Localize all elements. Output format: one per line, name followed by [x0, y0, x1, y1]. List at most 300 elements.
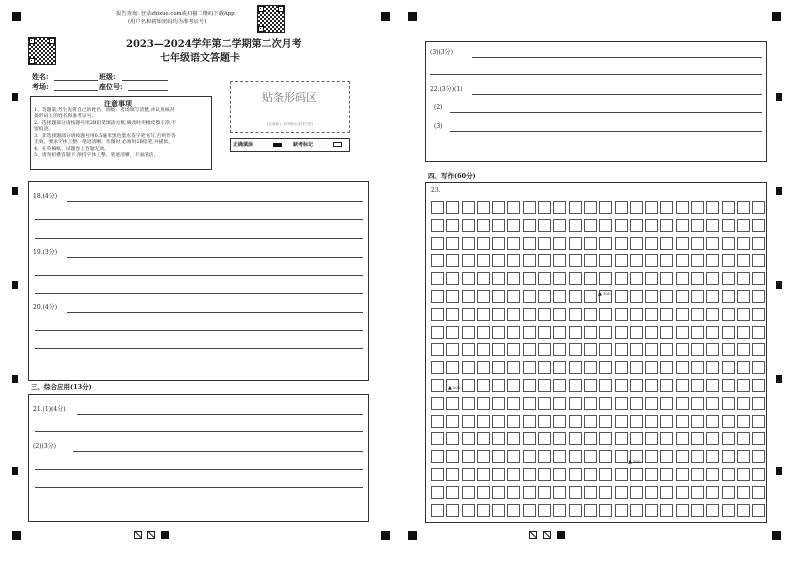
grid-cell[interactable] [660, 326, 673, 339]
grid-cell[interactable] [507, 343, 520, 356]
grid-cell[interactable] [584, 379, 597, 392]
grid-cell[interactable] [737, 504, 750, 517]
grid-cell[interactable] [660, 254, 673, 267]
grid-cell[interactable] [492, 361, 505, 374]
grid-cell[interactable] [507, 326, 520, 339]
grid-cell[interactable] [630, 308, 643, 321]
grid-cell[interactable] [676, 415, 689, 428]
grid-cell[interactable] [523, 450, 536, 463]
grid-cell[interactable] [477, 254, 490, 267]
grid-cell[interactable] [599, 201, 612, 214]
grid-cell[interactable] [737, 237, 750, 250]
name-field[interactable] [54, 80, 98, 81]
grid-cell[interactable] [706, 219, 719, 232]
grid-cell[interactable] [676, 326, 689, 339]
grid-cell[interactable] [615, 219, 628, 232]
grid-cell[interactable] [446, 237, 459, 250]
grid-cell[interactable] [676, 237, 689, 250]
grid-cell[interactable] [645, 254, 658, 267]
grid-cell[interactable] [645, 308, 658, 321]
grid-cell[interactable] [645, 379, 658, 392]
grid-cell[interactable] [507, 504, 520, 517]
grid-cell[interactable] [553, 343, 566, 356]
grid-cell[interactable] [477, 432, 490, 445]
grid-cell[interactable] [645, 326, 658, 339]
grid-cell[interactable] [691, 343, 704, 356]
grid-cell[interactable] [752, 254, 765, 267]
seat-field[interactable] [128, 90, 168, 91]
grid-cell[interactable] [492, 486, 505, 499]
grid-cell[interactable] [722, 432, 735, 445]
grid-cell[interactable] [446, 415, 459, 428]
answer-line[interactable] [450, 131, 762, 132]
grid-cell[interactable] [477, 397, 490, 410]
grid-cell[interactable] [492, 468, 505, 481]
grid-cell[interactable] [507, 290, 520, 303]
grid-cell[interactable] [584, 272, 597, 285]
grid-cell[interactable] [523, 237, 536, 250]
grid-cell[interactable] [722, 290, 735, 303]
grid-cell[interactable] [737, 361, 750, 374]
grid-cell[interactable] [615, 486, 628, 499]
grid-cell[interactable] [553, 450, 566, 463]
grid-cell[interactable] [691, 468, 704, 481]
grid-cell[interactable] [431, 272, 444, 285]
grid-cell[interactable] [660, 237, 673, 250]
grid-cell[interactable] [553, 290, 566, 303]
grid-cell[interactable] [645, 486, 658, 499]
grid-cell[interactable] [615, 237, 628, 250]
grid-cell[interactable] [523, 343, 536, 356]
grid-cell[interactable] [569, 343, 582, 356]
grid-cell[interactable] [630, 379, 643, 392]
answer-line[interactable] [35, 293, 363, 294]
grid-cell[interactable] [446, 201, 459, 214]
grid-cell[interactable] [599, 397, 612, 410]
grid-cell[interactable] [538, 397, 551, 410]
grid-cell[interactable] [538, 468, 551, 481]
grid-cell[interactable] [615, 450, 628, 463]
grid-cell[interactable] [553, 379, 566, 392]
grid-cell[interactable] [523, 272, 536, 285]
grid-cell[interactable] [676, 379, 689, 392]
grid-cell[interactable] [446, 486, 459, 499]
grid-cell[interactable] [538, 326, 551, 339]
grid-cell[interactable] [752, 432, 765, 445]
grid-cell[interactable] [462, 379, 475, 392]
grid-cell[interactable] [691, 450, 704, 463]
grid-cell[interactable] [584, 450, 597, 463]
grid-cell[interactable] [722, 201, 735, 214]
grid-cell[interactable] [462, 415, 475, 428]
grid-cell[interactable] [523, 504, 536, 517]
grid-cell[interactable] [431, 290, 444, 303]
grid-cell[interactable] [630, 290, 643, 303]
grid-cell[interactable] [737, 219, 750, 232]
grid-cell[interactable] [630, 326, 643, 339]
grid-cell[interactable] [477, 272, 490, 285]
grid-cell[interactable] [737, 326, 750, 339]
answer-line[interactable] [35, 330, 363, 331]
grid-cell[interactable] [538, 219, 551, 232]
grid-cell[interactable] [462, 468, 475, 481]
grid-cell[interactable] [645, 450, 658, 463]
grid-cell[interactable] [477, 343, 490, 356]
grid-cell[interactable] [599, 361, 612, 374]
grid-cell[interactable] [569, 468, 582, 481]
grid-cell[interactable] [660, 379, 673, 392]
grid-cell[interactable] [492, 308, 505, 321]
grid-cell[interactable] [722, 468, 735, 481]
grid-cell[interactable] [492, 272, 505, 285]
grid-cell[interactable] [477, 237, 490, 250]
grid-cell[interactable] [584, 308, 597, 321]
grid-cell[interactable] [752, 486, 765, 499]
answer-line[interactable] [472, 57, 762, 58]
grid-cell[interactable] [462, 237, 475, 250]
grid-cell[interactable] [507, 450, 520, 463]
grid-cell[interactable] [462, 450, 475, 463]
grid-cell[interactable] [752, 326, 765, 339]
grid-cell[interactable] [752, 468, 765, 481]
grid-cell[interactable] [507, 219, 520, 232]
grid-cell[interactable] [599, 450, 612, 463]
grid-cell[interactable] [752, 219, 765, 232]
grid-cell[interactable] [599, 379, 612, 392]
grid-cell[interactable] [691, 326, 704, 339]
grid-cell[interactable] [676, 468, 689, 481]
answer-line[interactable] [67, 312, 363, 313]
grid-cell[interactable] [446, 468, 459, 481]
grid-cell[interactable] [584, 343, 597, 356]
grid-cell[interactable] [569, 254, 582, 267]
grid-cell[interactable] [523, 219, 536, 232]
grid-cell[interactable] [706, 432, 719, 445]
grid-cell[interactable] [523, 361, 536, 374]
grid-cell[interactable] [569, 432, 582, 445]
grid-cell[interactable] [523, 468, 536, 481]
grid-cell[interactable] [507, 201, 520, 214]
grid-cell[interactable] [752, 308, 765, 321]
grid-cell[interactable] [462, 254, 475, 267]
grid-cell[interactable] [446, 290, 459, 303]
grid-cell[interactable] [691, 397, 704, 410]
grid-cell[interactable] [446, 308, 459, 321]
grid-cell[interactable] [722, 343, 735, 356]
grid-cell[interactable] [645, 343, 658, 356]
grid-cell[interactable] [630, 504, 643, 517]
grid-cell[interactable] [462, 201, 475, 214]
grid-cell[interactable] [615, 379, 628, 392]
grid-cell[interactable] [584, 290, 597, 303]
grid-cell[interactable] [477, 326, 490, 339]
answer-line[interactable] [472, 94, 762, 95]
grid-cell[interactable] [645, 201, 658, 214]
grid-cell[interactable] [569, 415, 582, 428]
answer-line[interactable] [35, 487, 363, 488]
grid-cell[interactable] [538, 201, 551, 214]
grid-cell[interactable] [553, 219, 566, 232]
grid-cell[interactable] [722, 326, 735, 339]
grid-cell[interactable] [431, 361, 444, 374]
grid-cell[interactable] [431, 379, 444, 392]
grid-cell[interactable] [431, 432, 444, 445]
grid-cell[interactable] [431, 308, 444, 321]
grid-cell[interactable] [599, 486, 612, 499]
grid-cell[interactable] [553, 201, 566, 214]
grid-cell[interactable] [553, 361, 566, 374]
grid-cell[interactable] [446, 254, 459, 267]
grid-cell[interactable] [569, 379, 582, 392]
grid-cell[interactable] [553, 397, 566, 410]
answer-line[interactable] [430, 74, 762, 75]
grid-cell[interactable] [706, 450, 719, 463]
grid-cell[interactable] [691, 254, 704, 267]
grid-cell[interactable] [523, 379, 536, 392]
grid-cell[interactable] [660, 450, 673, 463]
grid-cell[interactable] [599, 343, 612, 356]
grid-cell[interactable] [492, 397, 505, 410]
grid-cell[interactable] [538, 415, 551, 428]
grid-cell[interactable] [538, 237, 551, 250]
grid-cell[interactable] [615, 326, 628, 339]
grid-cell[interactable] [462, 486, 475, 499]
answer-line[interactable] [67, 201, 363, 202]
grid-cell[interactable] [645, 468, 658, 481]
grid-cell[interactable] [507, 361, 520, 374]
grid-cell[interactable] [477, 468, 490, 481]
grid-cell[interactable] [691, 290, 704, 303]
grid-cell[interactable] [431, 326, 444, 339]
answer-line[interactable] [35, 431, 363, 432]
grid-cell[interactable] [615, 361, 628, 374]
grid-cell[interactable] [584, 219, 597, 232]
grid-cell[interactable] [446, 219, 459, 232]
grid-cell[interactable] [462, 343, 475, 356]
grid-cell[interactable] [645, 397, 658, 410]
grid-cell[interactable] [737, 343, 750, 356]
grid-cell[interactable] [523, 415, 536, 428]
grid-cell[interactable] [722, 415, 735, 428]
grid-cell[interactable] [706, 272, 719, 285]
grid-cell[interactable] [569, 450, 582, 463]
grid-cell[interactable] [645, 272, 658, 285]
grid-cell[interactable] [584, 397, 597, 410]
grid-cell[interactable] [599, 326, 612, 339]
grid-cell[interactable] [737, 290, 750, 303]
grid-cell[interactable] [722, 219, 735, 232]
grid-cell[interactable] [660, 201, 673, 214]
grid-cell[interactable] [691, 201, 704, 214]
grid-cell[interactable] [722, 272, 735, 285]
grid-cell[interactable] [538, 254, 551, 267]
grid-cell[interactable] [523, 290, 536, 303]
grid-cell[interactable] [630, 415, 643, 428]
grid-cell[interactable] [691, 219, 704, 232]
answer-line[interactable] [73, 451, 363, 452]
grid-cell[interactable] [630, 237, 643, 250]
grid-cell[interactable] [538, 308, 551, 321]
grid-cell[interactable] [507, 432, 520, 445]
grid-cell[interactable] [599, 468, 612, 481]
grid-cell[interactable] [676, 254, 689, 267]
grid-cell[interactable] [492, 504, 505, 517]
grid-cell[interactable] [737, 450, 750, 463]
grid-cell[interactable] [691, 432, 704, 445]
grid-cell[interactable] [737, 468, 750, 481]
grid-cell[interactable] [676, 219, 689, 232]
grid-cell[interactable] [630, 432, 643, 445]
grid-cell[interactable] [462, 272, 475, 285]
grid-cell[interactable] [599, 415, 612, 428]
grid-cell[interactable] [676, 272, 689, 285]
grid-cell[interactable] [645, 237, 658, 250]
grid-cell[interactable] [752, 290, 765, 303]
answer-line[interactable] [35, 238, 363, 239]
grid-cell[interactable] [492, 432, 505, 445]
grid-cell[interactable] [737, 254, 750, 267]
grid-cell[interactable] [660, 397, 673, 410]
exam-room-field[interactable] [54, 90, 98, 91]
grid-cell[interactable] [477, 201, 490, 214]
grid-cell[interactable] [615, 254, 628, 267]
grid-cell[interactable] [584, 432, 597, 445]
grid-cell[interactable] [660, 468, 673, 481]
grid-cell[interactable] [431, 486, 444, 499]
grid-cell[interactable] [691, 237, 704, 250]
grid-cell[interactable] [722, 361, 735, 374]
grid-cell[interactable] [477, 219, 490, 232]
grid-cell[interactable] [630, 201, 643, 214]
grid-cell[interactable] [706, 326, 719, 339]
grid-cell[interactable] [706, 308, 719, 321]
grid-cell[interactable] [615, 397, 628, 410]
grid-cell[interactable] [446, 361, 459, 374]
grid-cell[interactable] [752, 504, 765, 517]
grid-cell[interactable] [553, 237, 566, 250]
grid-cell[interactable] [477, 450, 490, 463]
grid-cell[interactable] [676, 486, 689, 499]
grid-cell[interactable] [737, 432, 750, 445]
grid-cell[interactable] [706, 415, 719, 428]
grid-cell[interactable] [584, 254, 597, 267]
grid-cell[interactable] [737, 272, 750, 285]
grid-cell[interactable] [462, 361, 475, 374]
grid-cell[interactable] [660, 361, 673, 374]
grid-cell[interactable] [523, 432, 536, 445]
class-field[interactable] [122, 80, 168, 81]
grid-cell[interactable] [538, 361, 551, 374]
grid-cell[interactable] [691, 415, 704, 428]
grid-cell[interactable] [507, 415, 520, 428]
grid-cell[interactable] [492, 201, 505, 214]
grid-cell[interactable] [446, 450, 459, 463]
grid-cell[interactable] [691, 379, 704, 392]
grid-cell[interactable] [584, 201, 597, 214]
grid-cell[interactable] [722, 504, 735, 517]
grid-cell[interactable] [615, 504, 628, 517]
grid-cell[interactable] [431, 415, 444, 428]
grid-cell[interactable] [507, 397, 520, 410]
grid-cell[interactable] [569, 201, 582, 214]
grid-cell[interactable] [737, 201, 750, 214]
grid-cell[interactable] [615, 432, 628, 445]
grid-cell[interactable] [645, 432, 658, 445]
grid-cell[interactable] [538, 272, 551, 285]
grid-cell[interactable] [691, 361, 704, 374]
answer-line[interactable] [35, 219, 363, 220]
answer-line[interactable] [35, 348, 363, 349]
grid-cell[interactable] [706, 343, 719, 356]
grid-cell[interactable] [615, 201, 628, 214]
grid-cell[interactable] [462, 219, 475, 232]
grid-cell[interactable] [706, 290, 719, 303]
grid-cell[interactable] [446, 272, 459, 285]
grid-cell[interactable] [660, 290, 673, 303]
grid-cell[interactable] [492, 326, 505, 339]
grid-cell[interactable] [691, 272, 704, 285]
grid-cell[interactable] [462, 290, 475, 303]
grid-cell[interactable] [431, 504, 444, 517]
grid-cell[interactable] [737, 415, 750, 428]
grid-cell[interactable] [584, 415, 597, 428]
grid-cell[interactable] [584, 486, 597, 499]
grid-cell[interactable] [752, 397, 765, 410]
grid-cell[interactable] [691, 486, 704, 499]
grid-cell[interactable] [569, 237, 582, 250]
grid-cell[interactable] [599, 237, 612, 250]
grid-cell[interactable] [752, 415, 765, 428]
grid-cell[interactable] [477, 504, 490, 517]
grid-cell[interactable] [492, 415, 505, 428]
grid-cell[interactable] [706, 468, 719, 481]
grid-cell[interactable] [553, 308, 566, 321]
grid-cell[interactable] [722, 450, 735, 463]
grid-cell[interactable] [492, 254, 505, 267]
grid-cell[interactable] [431, 450, 444, 463]
grid-cell[interactable] [676, 397, 689, 410]
grid-cell[interactable] [615, 343, 628, 356]
grid-cell[interactable] [538, 450, 551, 463]
grid-cell[interactable] [737, 308, 750, 321]
grid-cell[interactable] [553, 486, 566, 499]
grid-cell[interactable] [599, 308, 612, 321]
grid-cell[interactable] [706, 379, 719, 392]
grid-cell[interactable] [538, 504, 551, 517]
grid-cell[interactable] [691, 504, 704, 517]
grid-cell[interactable] [645, 290, 658, 303]
grid-cell[interactable] [752, 450, 765, 463]
grid-cell[interactable] [660, 308, 673, 321]
grid-cell[interactable] [569, 361, 582, 374]
grid-cell[interactable] [553, 468, 566, 481]
grid-cell[interactable] [691, 308, 704, 321]
grid-cell[interactable] [492, 343, 505, 356]
grid-cell[interactable] [599, 432, 612, 445]
grid-cell[interactable] [722, 397, 735, 410]
grid-cell[interactable] [630, 397, 643, 410]
grid-cell[interactable] [615, 272, 628, 285]
grid-cell[interactable] [722, 254, 735, 267]
grid-cell[interactable] [630, 486, 643, 499]
grid-cell[interactable] [752, 237, 765, 250]
answer-line[interactable] [35, 469, 363, 470]
grid-cell[interactable] [630, 219, 643, 232]
grid-cell[interactable] [446, 343, 459, 356]
grid-cell[interactable] [569, 397, 582, 410]
grid-cell[interactable] [722, 308, 735, 321]
grid-cell[interactable] [569, 272, 582, 285]
